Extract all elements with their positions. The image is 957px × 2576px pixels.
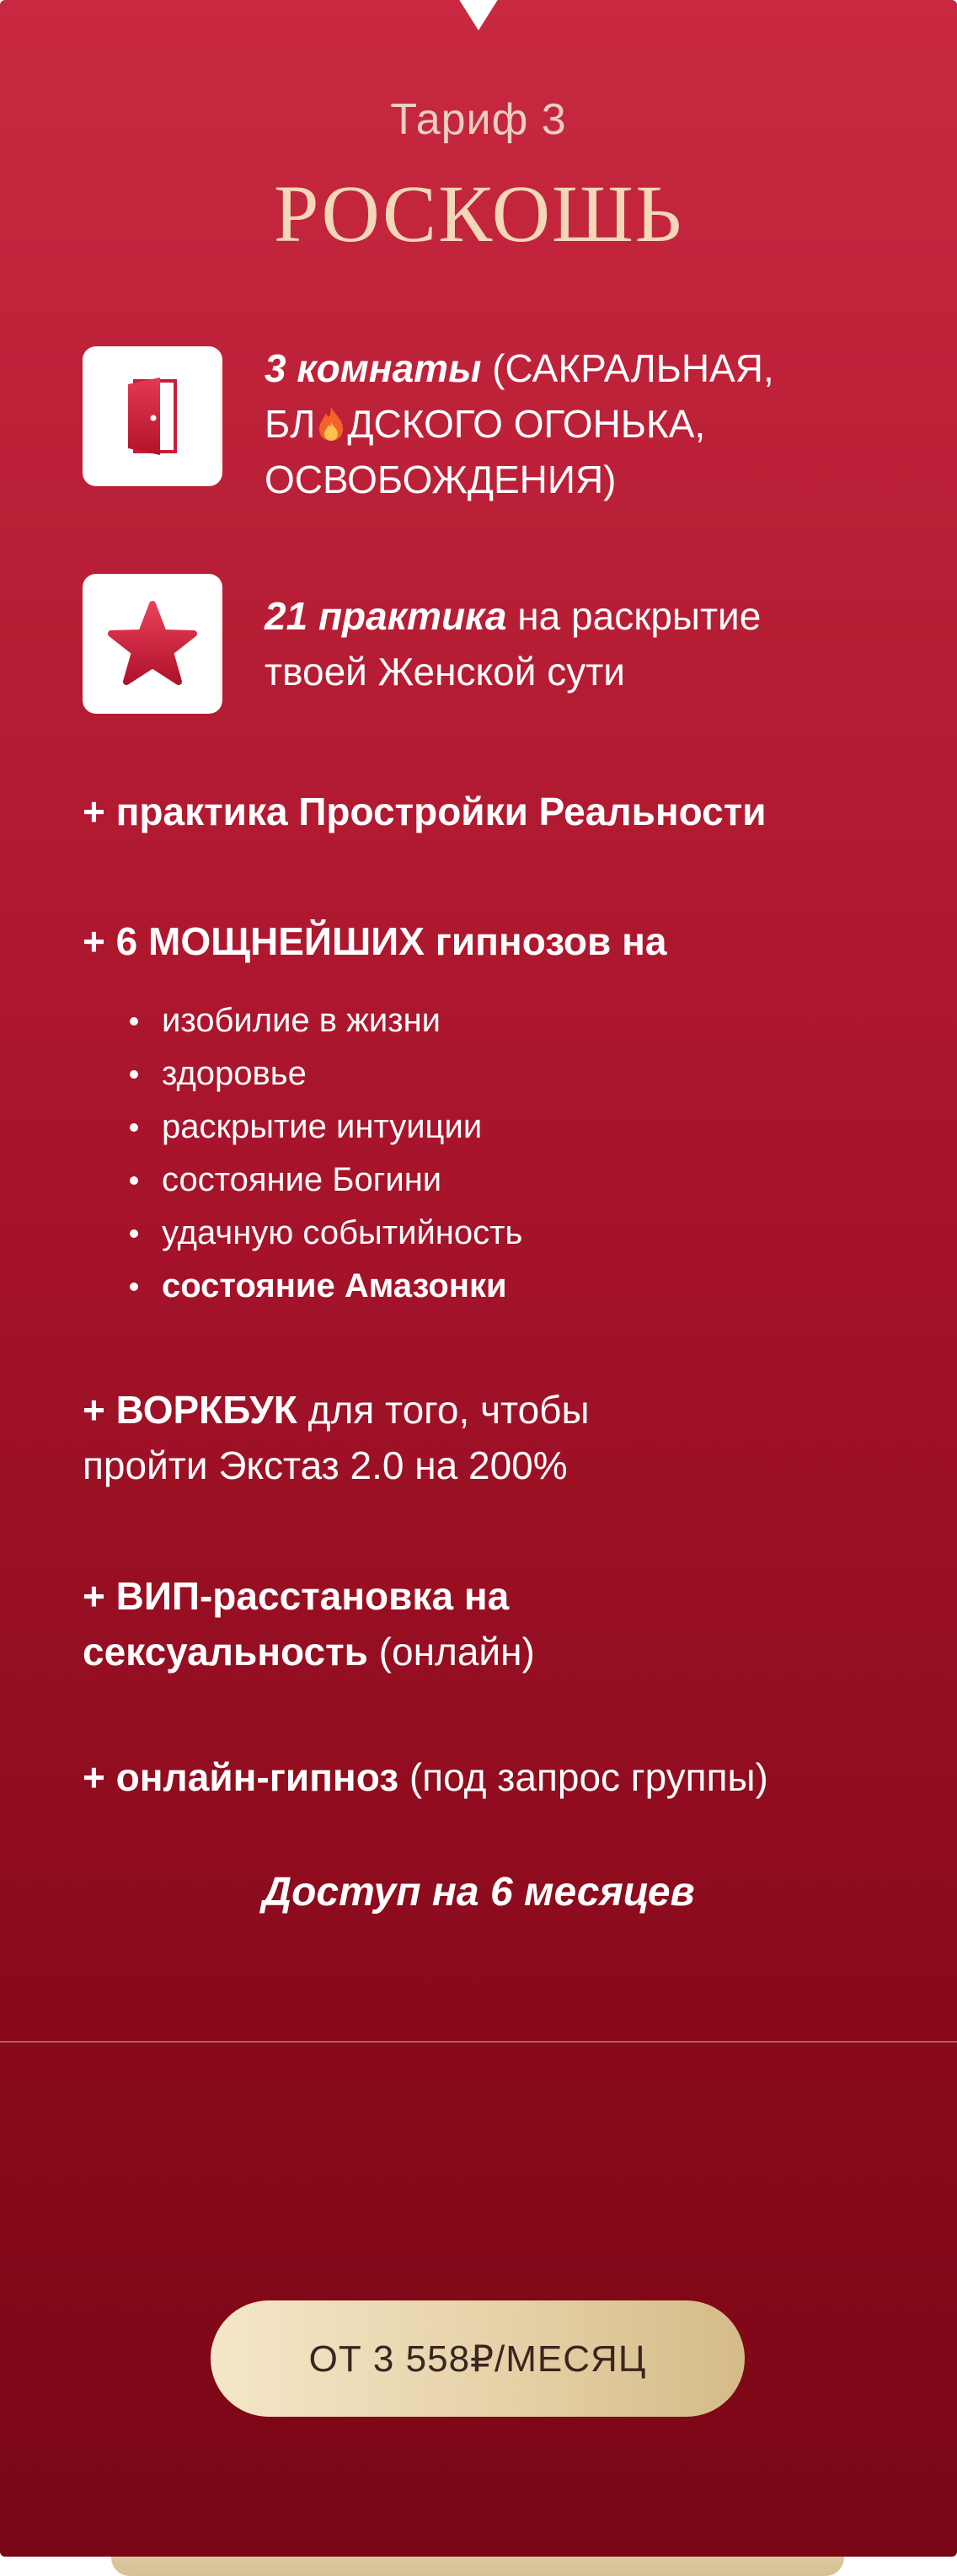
list-item: удачную событийность (126, 1207, 522, 1260)
online-hypnosis-item: + онлайн-гипноз (под запрос группы) (83, 1755, 768, 1799)
workbook-line-2: пройти Экстаз 2.0 на 200% (83, 1443, 568, 1487)
list-item: здоровье (126, 1047, 522, 1101)
tariff-subtitle: Тариф 3 (390, 95, 567, 144)
door-icon (123, 376, 182, 457)
access-duration: Доступ на 6 месяцев (262, 1870, 695, 1915)
practices-emphasis: 21 практика (265, 594, 507, 638)
workbook-item (83, 1382, 933, 1493)
card-notch (458, 0, 499, 30)
vip-line-2: сексуальность (онлайн) (83, 1630, 535, 1674)
rooms-emphasis: 3 комнаты (265, 346, 482, 390)
rooms-line-1: 3 комнаты (САКРАЛЬНАЯ, (265, 346, 774, 390)
tariff-title: РОСКОШЬ (273, 169, 684, 259)
practices-line-1: 21 практика на раскрытие (265, 594, 762, 638)
rooms-icon-box (83, 346, 222, 486)
reality-practice: + практика Простройки Реальности (83, 790, 767, 833)
list-item: раскрытие интуиции (126, 1101, 522, 1154)
practices-line-2: твоей Женской сути (265, 650, 625, 694)
rooms-line-2: БЛ ДСКОГО ОГОНЬКА, (265, 402, 706, 446)
workbook-line-1: + ВОРКБУК для того, чтобы (83, 1388, 590, 1432)
vip-line-1: + ВИП-расстановка на (83, 1574, 510, 1618)
hypnoses-list (126, 994, 522, 1313)
divider (0, 2041, 957, 2043)
price-button[interactable]: ОТ 3 558₽/МЕСЯЦ (211, 2300, 745, 2417)
list-item: состояние Богини (126, 1154, 522, 1207)
fire-icon (317, 405, 345, 442)
star-icon (106, 599, 199, 688)
list-item: состояние Амазонки (126, 1260, 522, 1313)
practices-feature-text (265, 588, 930, 699)
rooms-line-3: ОСВОБОЖДЕНИЯ) (265, 458, 617, 501)
rooms-feature-text (265, 340, 930, 507)
practices-icon-box (83, 574, 222, 714)
vip-item (83, 1568, 933, 1679)
list-item: изобилие в жизни (126, 994, 522, 1047)
hypnoses-heading: + 6 МОЩНЕЙШИХ гипнозов на (83, 919, 667, 963)
